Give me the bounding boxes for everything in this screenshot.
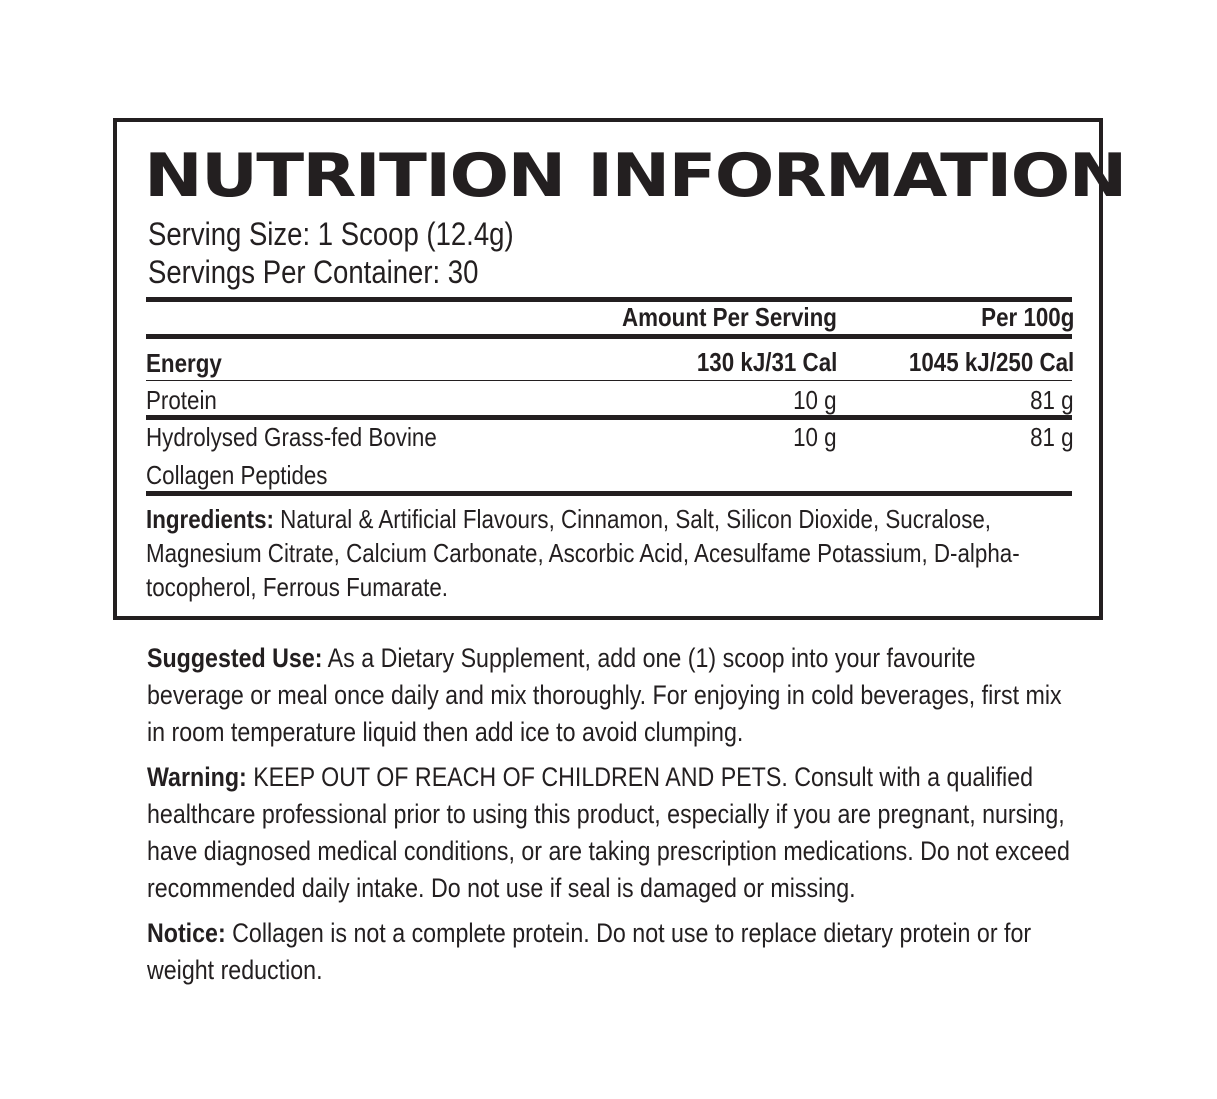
row-energy-per-100g: 1045 kJ/250 Cal (908, 347, 1074, 377)
row-protein-per-serving: 10 g (793, 385, 837, 415)
suggested-use-label: Suggested Use: (147, 643, 323, 673)
header-per-100g: Per 100g (980, 302, 1074, 332)
suggested-use-text: As a Dietary Supplement, add one (1) scoop into your favourite beverage or meal once daily and mix thoroughly. For enjoying in cold beverages, first mix in room temperature liquid then add ice to avoid clumping. (147, 643, 1062, 747)
header-amount-per-serving: Amount Per Serving (622, 302, 837, 332)
notice-paragraph (147, 915, 1076, 989)
row-collagen-name-line2: Collagen Peptides (146, 460, 328, 490)
row-collagen-per-100g: 81 g (1030, 422, 1074, 452)
servings-per-container: Servings Per Container: 30 (148, 254, 479, 290)
serving-size: Serving Size: 1 Scoop (12.4g) (148, 216, 514, 252)
warning-paragraph (147, 759, 1076, 907)
ingredients-label: Ingredients: (146, 504, 274, 534)
row-energy-name: Energy (146, 348, 222, 378)
row-collagen-name-line1: Hydrolysed Grass-fed Bovine (146, 422, 437, 452)
notice-text: Collagen is not a complete protein. Do not use to replace dietary protein or for weight reduction. (147, 918, 1032, 985)
header-bottom-rule (146, 334, 1072, 339)
header-top-rule (146, 297, 1072, 302)
row-collagen-per-serving: 10 g (793, 422, 837, 452)
ingredients-text (146, 502, 1049, 604)
nutrition-panel (113, 118, 1126, 620)
row-divider (146, 380, 1072, 381)
row-protein-per-100g: 81 g (1030, 385, 1074, 415)
row-protein-name: Protein (146, 385, 217, 415)
ingredients-top-rule (146, 491, 1072, 496)
notice-label: Notice: (147, 918, 226, 948)
row-energy-per-serving: 130 kJ/31 Cal (696, 347, 837, 377)
warning-label: Warning: (147, 762, 247, 792)
suggested-use-paragraph (147, 640, 1076, 751)
ingredients-list: Natural & Artificial Flavours, Cinnamon, Salt, Silicon Dioxide, Sucralose, Magnesium Citrate, Calcium Carbonate, Ascorbic Acid, Acesulfame Potassium, D-alpha-tocopherol, Ferrous Fumarate. (146, 504, 1020, 602)
panel-title: NUTRITION INFORMATION (144, 141, 1126, 211)
warning-text: KEEP OUT OF REACH OF CHILDREN AND PETS. Consult with a qualified healthcare professional prior to using this product, especially if you are pregnant, nursing, have diagnosed medical conditions, or are taking prescription medications. Do not exceed recommended daily intake. Do not use if seal is damaged or missing. (147, 762, 1070, 903)
row-divider-thick (146, 415, 1072, 420)
